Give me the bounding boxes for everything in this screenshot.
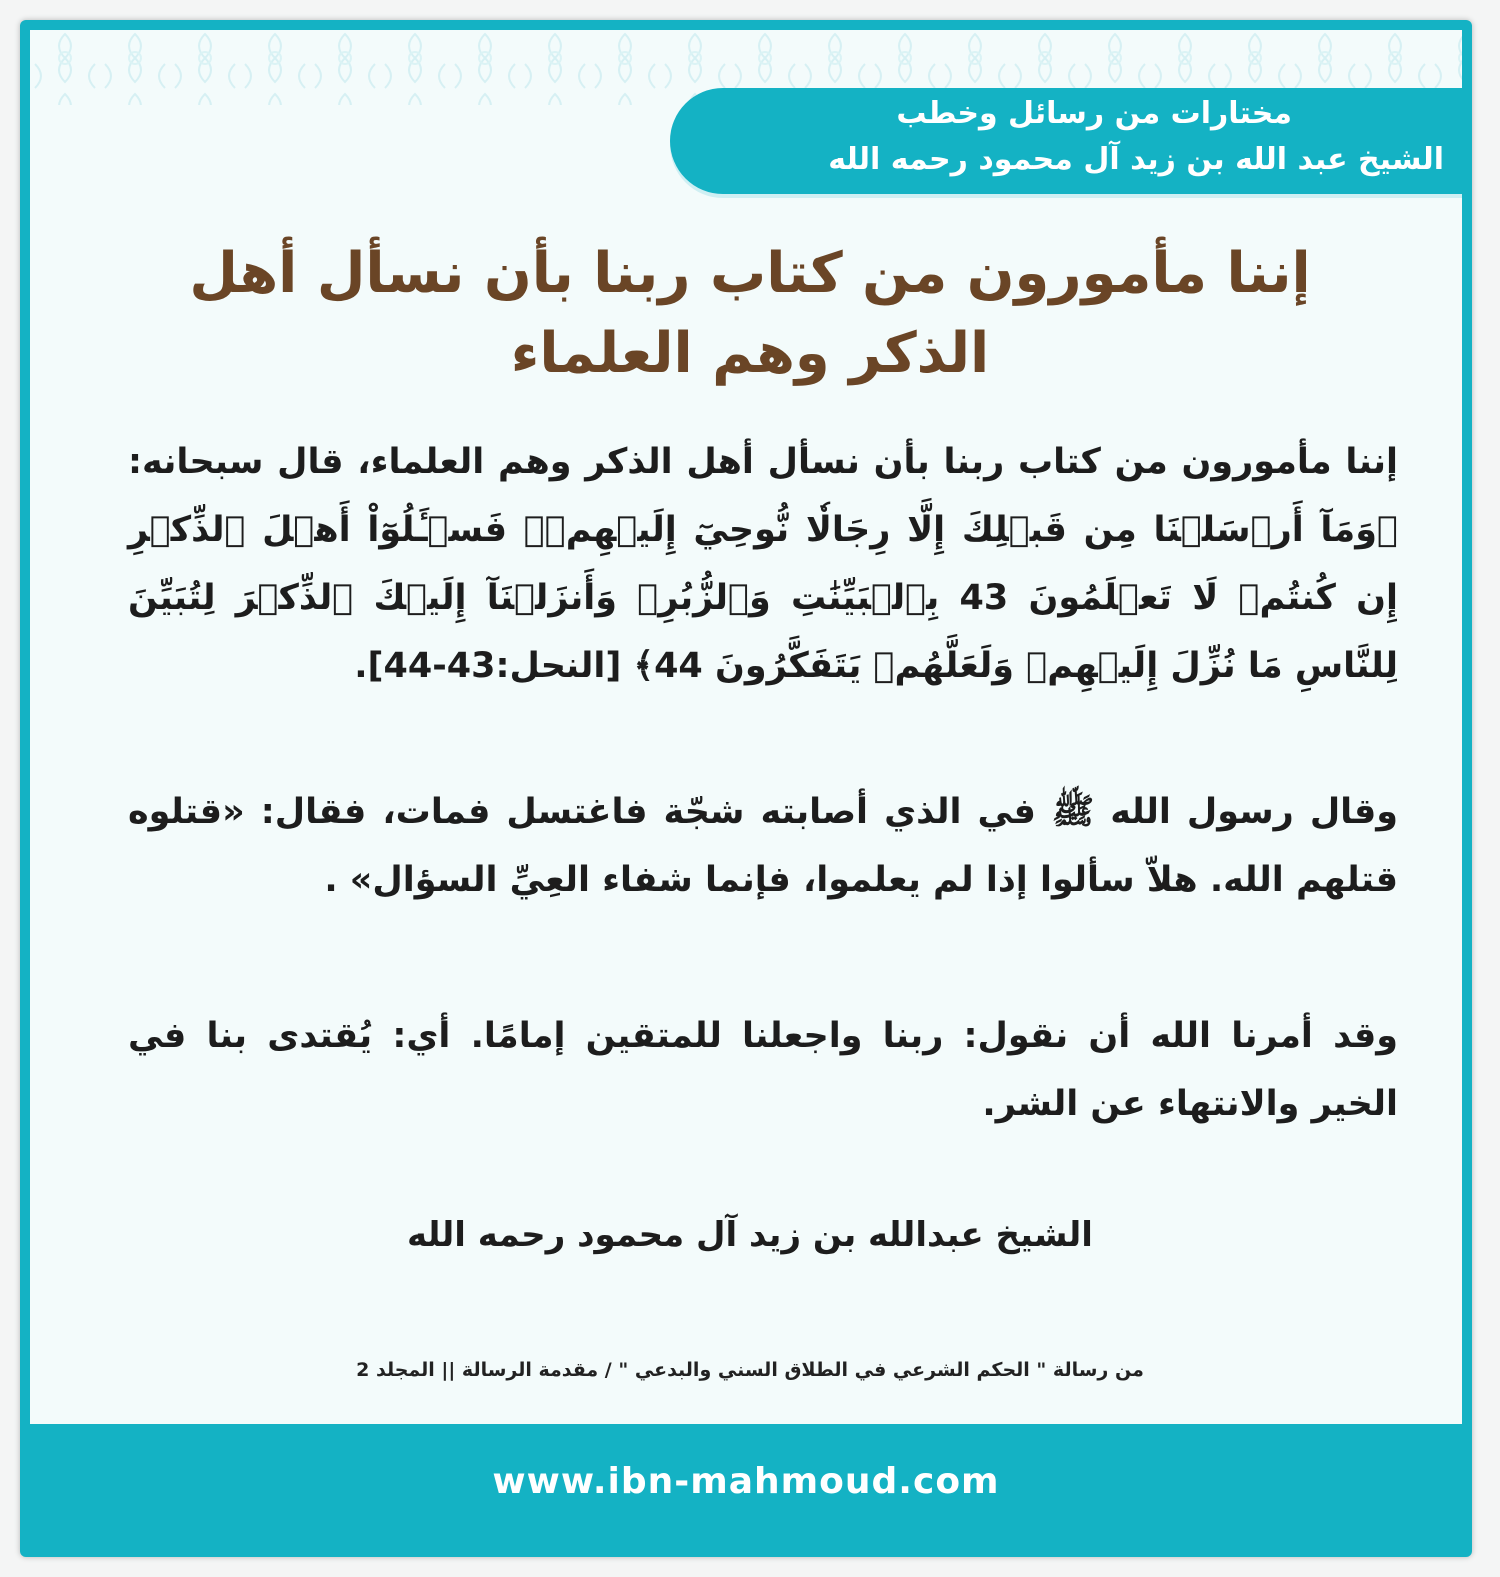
website-url[interactable]: www.ibn-mahmoud.com	[492, 1461, 1000, 1502]
header-author-name: الشيخ عبد الله بن زيد آل محمود رحمه الله	[828, 142, 1444, 177]
quran-verse: ﴿وَمَآ أَرۡسَلۡنَا مِن قَبۡلِكَ إِلَّا رِجَالٗا نُّوحِيٓ إِلَيۡهِمۡۖ فَسۡـَٔلُوٓاْ أَهۡلَ ٱلذِّكۡرِ إِن كُنتُمۡ لَا تَعۡلَمُونَ 43 بِٱلۡبَيِّنَٰتِ وَٱلزُّبُرِۗ وَأَنزَلۡنَآ إِلَيۡكَ ٱلذِّكۡرَ لِتُبَيِّنَ لِلنَّاسِ مَا نُزِّلَ إِلَيۡهِمۡ وَلَعَلَّهُمۡ يَتَفَكَّرُونَ 44﴾	[128, 510, 1398, 686]
page-title-line-2: الذكر وهم العلماء	[510, 321, 990, 386]
header-ribbon	[670, 88, 1462, 194]
page-title-line-1: إننا مأمورون من كتاب ربنا بأن نسأل أهل	[189, 241, 1311, 306]
post-card	[20, 20, 1472, 1557]
verse-reference: [النحل:43-44].	[354, 646, 634, 686]
paragraph-quran	[128, 428, 1398, 700]
content-panel	[30, 30, 1462, 1424]
paragraph-imam: وقد أمرنا الله أن نقول: ربنا واجعلنا للمتقين إمامًا. أي: يُقتدى بنا في الخير والانتهاء عن الشر.	[128, 1016, 1398, 1124]
author-signature: الشيخ عبدالله بن زيد آل محمود رحمه الله	[407, 1215, 1093, 1255]
header-series-title: مختارات من رسائل وخطب	[896, 96, 1292, 131]
paragraph-intro: إننا مأمورون من كتاب ربنا بأن نسأل أهل الذكر وهم العلماء، قال سبحانه:	[128, 442, 1398, 482]
source-citation: من رسالة " الحكم الشرعي في الطلاق السني والبدعي " / مقدمة الرسالة || المجلد 2	[356, 1359, 1144, 1381]
paragraph-hadith: وقال رسول الله ﷺ في الذي أصابته شجّة فاغتسل فمات، فقال: «قتلوه قتلهم الله. هلاّ سألوا إذا لم يعلموا، فإنما شفاء العِيِّ السؤال» .	[128, 792, 1398, 900]
